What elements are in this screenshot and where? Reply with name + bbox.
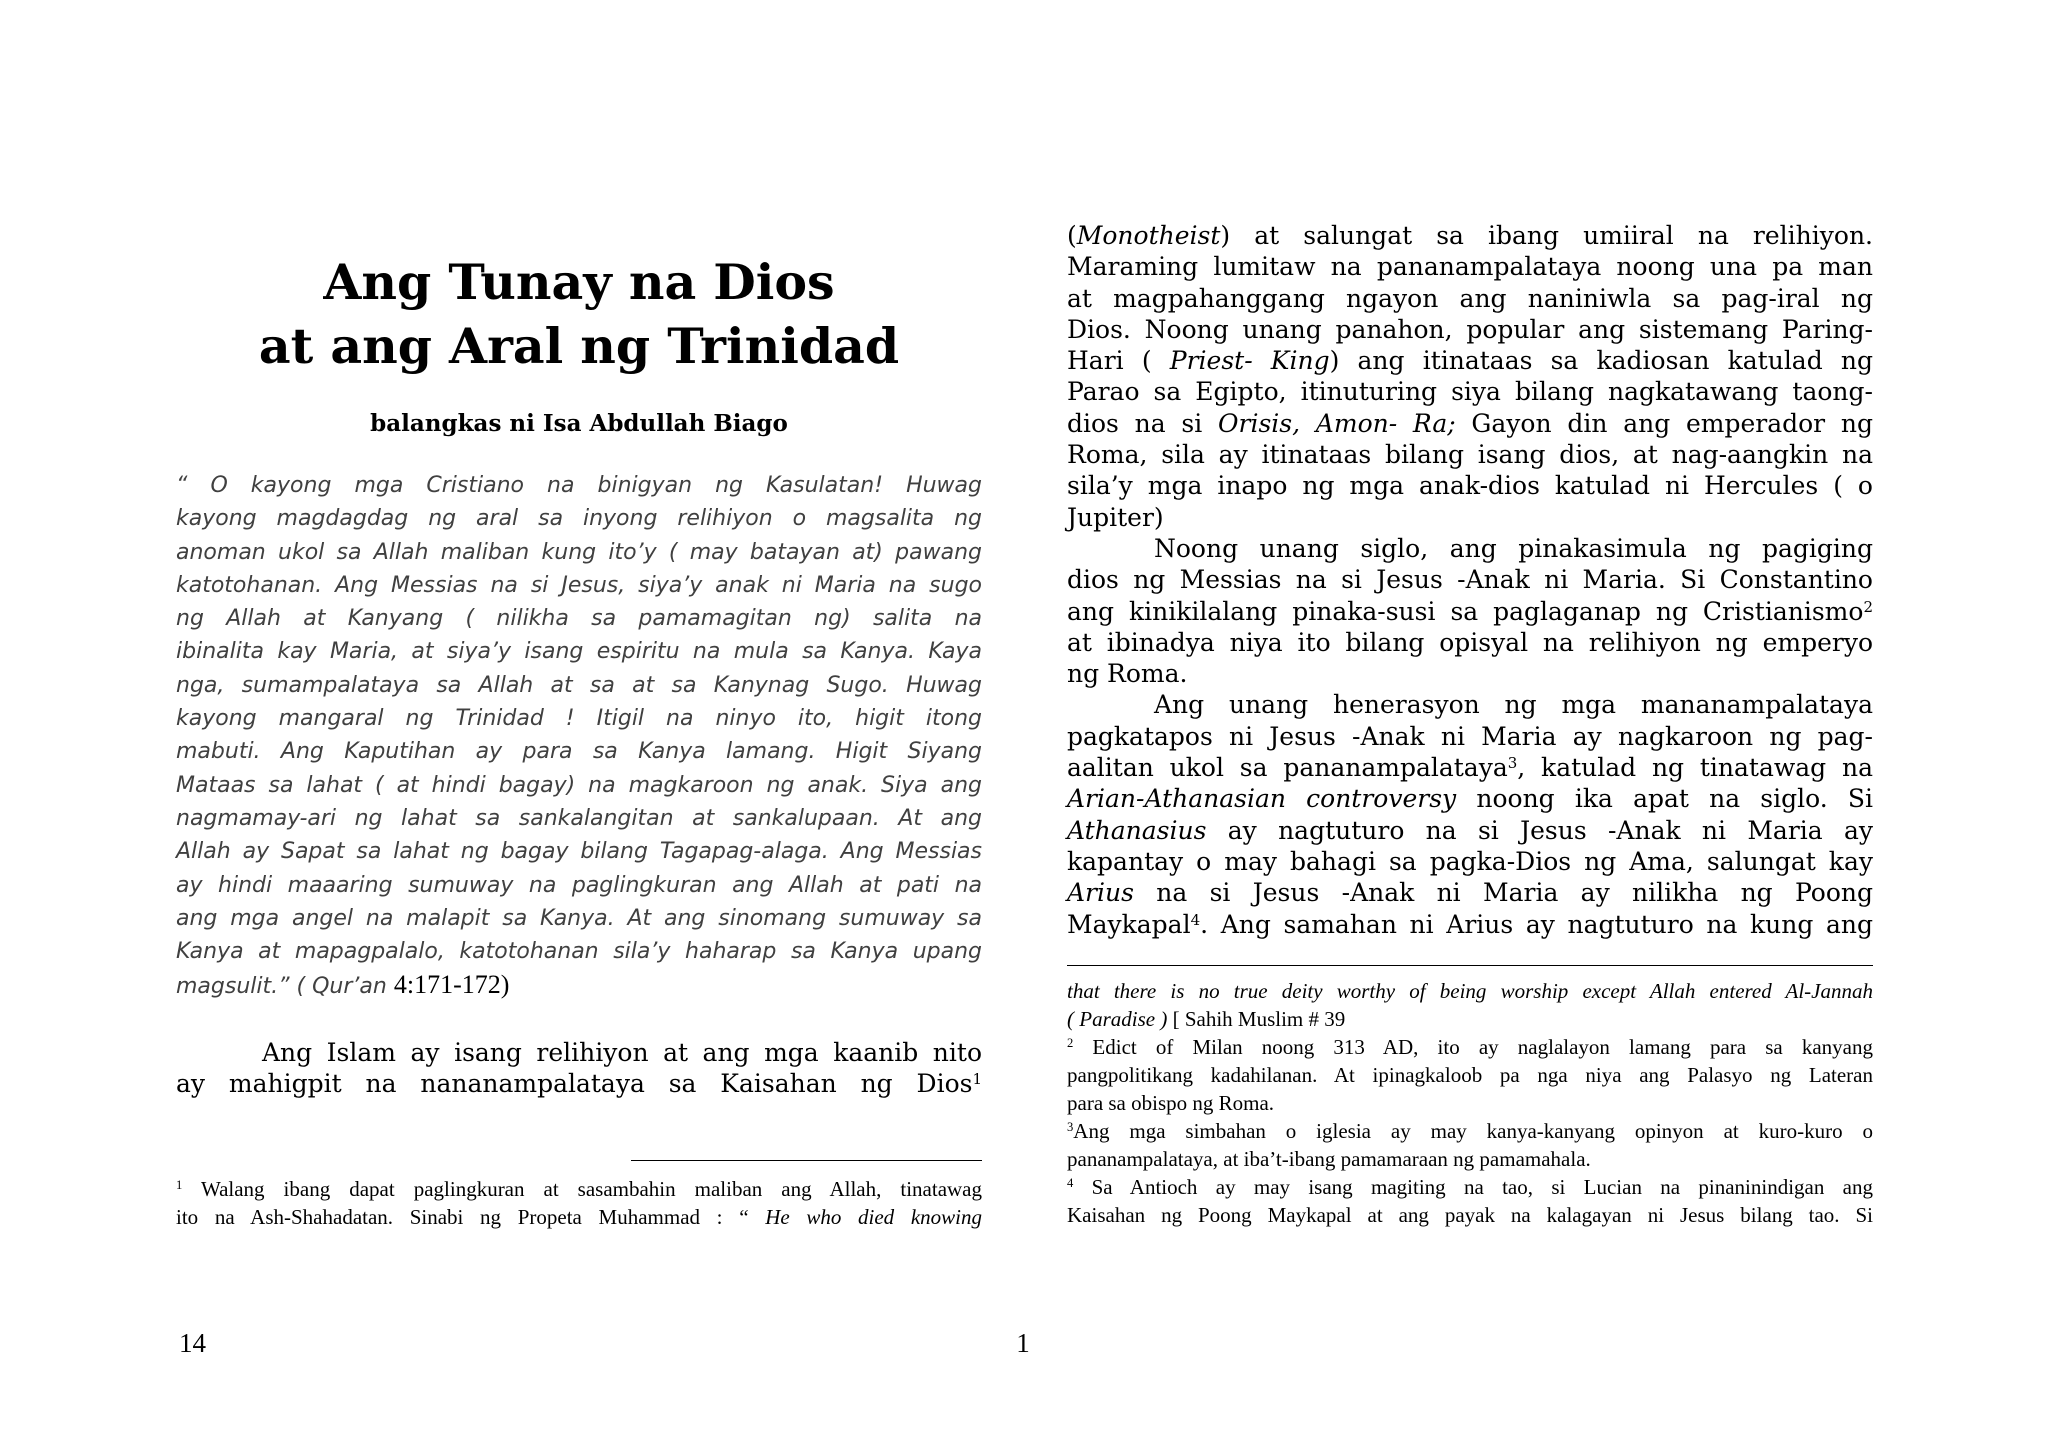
body-text: ang kinikilalang pinaka-susi sa paglaganap ng Cristianismo <box>1067 596 1864 626</box>
body-line <box>1067 783 1873 814</box>
footnote-line <box>1067 1033 1873 1061</box>
quote-line: anoman ukol sa Allah maliban kung ito’y ( may batayan at) pawang <box>176 539 982 565</box>
title-line: at ang Aral ng Trinidad <box>258 317 900 375</box>
footnote-line: para sa obispo ng Roma. <box>1067 1091 1275 1115</box>
footnote-italic: ( Paradise ) <box>1067 1007 1168 1031</box>
body-line <box>1067 877 1873 908</box>
footnote-separator <box>1067 965 1873 966</box>
footnote-marker: 4 <box>1067 1176 1074 1191</box>
body-text: na si Jesus -Anak ni Maria ay nilikha ng Poong <box>1156 878 1873 908</box>
footnote-ref: 3 <box>1507 753 1518 772</box>
quote-line: ng Allah at Kanyang ( nilikha sa pamamagitan ng) salita na <box>176 606 982 632</box>
body-text: Maykapal <box>1067 909 1191 939</box>
body-text: ) at salungat sa ibang umiiral na relihiyon. <box>1220 221 1873 250</box>
footnote-line <box>1067 1117 1873 1145</box>
quote-line: Kanya at mapagpalalo, katotohanan sila’y haharap sa Kanya upang <box>176 939 982 965</box>
italic-term: Athanasius <box>1067 815 1207 845</box>
body-line: pagkatapos ni Jesus -Anak ni Maria ay nagkaroon ng pag- <box>1067 721 1873 751</box>
page-number: 14 <box>179 1328 206 1358</box>
body-line: Ang Islam ay isang relihiyon at ang mga kaanib nito <box>262 1038 982 1067</box>
quote-line: Mataas sa lahat ( at hindi bagay) na magkaroon ng anak. Siya ang <box>176 772 982 798</box>
footnote-ref: 4 <box>1190 910 1201 929</box>
body-line: at magpahanggang ngayon ang naniniwla sa pag-iral ng <box>1067 283 1873 313</box>
quote-source: Qur’an <box>312 974 387 1000</box>
quote-line: nagmamay-ari ng lahat sa sankalangitan at sankalupaan. At ang <box>176 805 982 831</box>
body-line <box>1067 752 1873 783</box>
footnote-line <box>1067 1005 1873 1033</box>
quote-line: ang mga angel na malapit sa Kanya. At ang sinomang sumuway sa <box>176 905 982 931</box>
footnote-ref: 2 <box>1863 597 1873 616</box>
italic-term: Orisis, Amon- Ra; <box>1218 408 1456 438</box>
body-text: dios na si <box>1067 408 1203 438</box>
body-line <box>1067 220 1873 251</box>
quote-line: Allah ay Sapat sa lahat ng bagay bilang Tagapag-alaga. Ang Messias <box>176 839 982 865</box>
footnote-text: [ Sahih Muslim # 39 <box>1172 1007 1346 1031</box>
body-line <box>1067 596 1873 627</box>
quote-line: kayong mangaral ng Trinidad ! Itigil na ninyo ito, higit itong <box>176 706 982 732</box>
body-text: noong ika apat na siglo. Si <box>1476 784 1873 814</box>
footnote-line: Kaisahan ng Poong Maykapal at ang payak na kalagayan ni Jesus bilang tao. Si <box>1067 1203 1873 1227</box>
footnote-line: pananampalataya, at iba’t-ibang pamamaraan ng pamamahala. <box>1067 1147 1591 1171</box>
body-line: at ibinadya niya ito bilang opisyal na relihiyon ng emperyo <box>1067 627 1873 657</box>
body-text: . Ang samahan ni Arius ay nagtuturo na kung ang <box>1200 909 1873 939</box>
footnotes <box>176 1176 982 1231</box>
quote-line: “ O kayong mga Cristiano na binigyan ng Kasulatan! Huwag <box>176 473 982 498</box>
body-line: Maraming lumitaw na pananampalataya noong una pa man <box>1067 252 1873 282</box>
body-line: sila’y mga inapo ng mga anak-dios katulad ni Hercules ( o <box>1067 471 1873 501</box>
footnote-marker: 2 <box>1067 1036 1074 1051</box>
body-line: Dios. Noong unang panahon, popular ang sistemang Paring- <box>1067 314 1873 344</box>
footnote-marker: 1 <box>176 1178 183 1193</box>
footnote-line: pangpolitikang kadahilanan. At ipinagkaloob pa nga niya ang Palasyo ng Lateran <box>1067 1063 1873 1087</box>
body-line <box>1067 909 1873 940</box>
footnote-text: ito na Ash-Shahadatan. Sinabi ng Propeta Muhammad : “ <box>176 1204 749 1229</box>
body-line <box>1067 408 1873 439</box>
quote-line: katotohanan. Ang Messias na si Jesus, siya’y anak ni Maria na sugo <box>176 572 982 598</box>
footnote-line <box>176 1204 982 1232</box>
footnote-line <box>176 1176 982 1204</box>
quote-line: mabuti. Ang Kaputihan ay para sa Kanya lamang. Higit Siyang <box>176 739 982 765</box>
quote-line: ay hindi maaaring sumuway na paglingkuran ang Allah at pati na <box>176 872 982 898</box>
body-line: dios ng Messias na si Jesus -Anak ni Maria. Si Constantino <box>1067 565 1873 595</box>
quran-quote <box>176 469 982 1004</box>
page-number: 1 <box>1016 1328 1030 1358</box>
body-text: , katulad ng tinatawag na <box>1517 753 1873 783</box>
quote-line: nga, sumampalataya sa Allah at sa at sa Kanynag Sugo. Huwag <box>176 672 982 698</box>
body-text-block <box>1067 220 1873 940</box>
document-title <box>176 250 982 378</box>
quote-citation-line <box>176 968 982 1003</box>
body-text: ay mahigpit na nananampalataya sa Kaisahan ng Dios <box>176 1069 973 1099</box>
footnotes <box>1067 977 1873 1229</box>
body-text: aalitan ukol sa pananampalataya <box>1067 753 1508 783</box>
body-line: Ang unang henerasyon ng mga mananampalataya <box>1154 690 1873 720</box>
quote-line: ibinalita kay Maria, at siya’y isang espiritu na mula sa Kanya. Kaya <box>176 639 982 665</box>
footnote-quote-italic: He who died knowing <box>765 1204 983 1229</box>
body-line: Noong unang siglo, ang pinakasimula ng pagiging <box>1154 533 1873 563</box>
body-line <box>1067 345 1873 376</box>
footnote-text: Ang mga simbahan o iglesia ay may kanya-kanyang opinyon at kuro-kuro o <box>1073 1119 1873 1143</box>
body-text: Gayon din ang emperador ng <box>1471 408 1873 438</box>
italic-term: Priest- King <box>1169 346 1330 376</box>
italic-term: Monotheist <box>1076 221 1221 250</box>
italic-term: Arian-Athanasian controversy <box>1067 784 1457 814</box>
body-line: Roma, sila ay itinataas bilang isang dios, at nag-aangkin na <box>1067 440 1873 470</box>
body-text: ) ang itinataas sa kadiosan katulad ng <box>1329 346 1873 376</box>
quote-line: kayong magdagdag ng aral sa inyong relihiyon o magsalita ng <box>176 506 982 532</box>
byline: balangkas ni Isa Abdullah Biago <box>370 410 788 437</box>
body-line: Parao sa Egipto, itinuturing siya bilang nagkatawang taong- <box>1067 377 1873 407</box>
footnote-ref: 1 <box>972 1070 982 1089</box>
body-text: ( <box>1067 221 1077 250</box>
footnote-line <box>1067 1173 1873 1201</box>
italic-term: Arius <box>1067 878 1134 908</box>
footnote-marker: 3 <box>1067 1120 1074 1135</box>
body-line: kapantay o may bahagi sa pagka-Dios ng Ama, salungat kay <box>1067 846 1873 876</box>
footnote-text: Sa Antioch ay may isang magiting na tao, si Lucian na pinaninindigan ang <box>1091 1175 1874 1199</box>
body-text: ay nagtuturo na si Jesus -Anak ni Maria ay <box>1227 815 1874 845</box>
body-text: Hari ( <box>1067 346 1152 376</box>
body-line <box>1067 815 1873 846</box>
footnote-text: Edict of Milan noong 313 AD, ito ay naglalayon lamang para sa kanyang <box>1092 1035 1873 1059</box>
title-line: Ang Tunay na Dios <box>323 253 835 311</box>
footnote-line: that there is no true deity worthy of being worship except Allah entered Al-Jannah <box>1067 979 1873 1003</box>
footnote-separator <box>631 1160 982 1161</box>
footnote-text: Walang ibang dapat paglingkuran at sasambahin maliban ang Allah, tinatawag <box>200 1177 983 1201</box>
quote-closing-text: magsulit.” ( <box>176 974 306 1000</box>
body-line: ng Roma. <box>1067 659 1188 689</box>
body-line <box>176 1068 982 1099</box>
body-paragraph <box>176 1037 982 1100</box>
body-line: Jupiter) <box>1067 502 1164 532</box>
quote-verses: 4:171-172) <box>393 970 510 1000</box>
